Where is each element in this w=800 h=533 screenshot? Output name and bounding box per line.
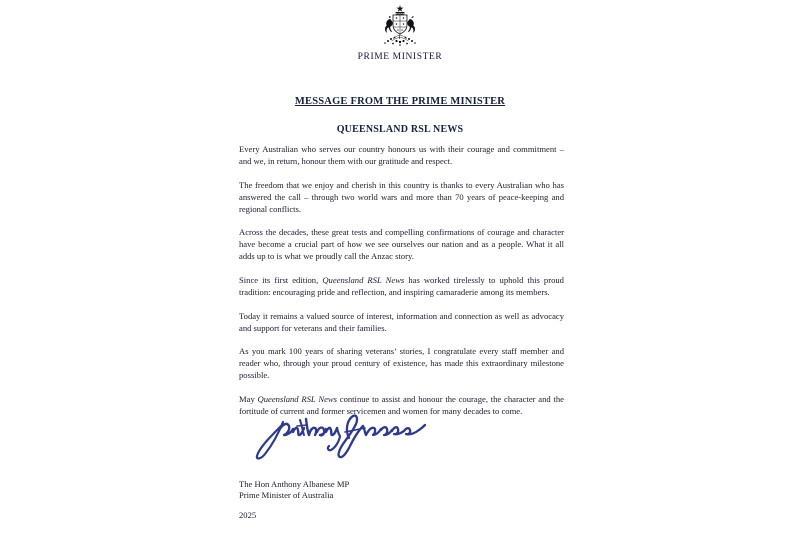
document-year: 2025 (239, 510, 257, 520)
signatory-details (239, 479, 349, 502)
page-subtitle: QUEENSLAND RSL NEWS (336, 124, 464, 135)
signatory-title: Prime Minister of Australia (239, 490, 334, 501)
paragraph (239, 274, 564, 298)
letterhead (0, 0, 800, 62)
paragraph-suffix: has worked tirelessly to uphold this proud tradition: encouraging pride and reflection, and inspiring camaraderie among its members. (239, 274, 564, 298)
paragraph: Today it remains a valued source of interest, information and connection as well as advocacy and support for veterans and their families. (239, 310, 564, 333)
paragraph: As you mark 100 years of sharing veterans’ stories, I congratulate every staff member and reader who, through your proud century of existence, has made this extraordinary milestone possible. (239, 346, 564, 381)
paragraph-prefix: May (239, 393, 258, 404)
paragraph: The freedom that we enjoy and cherish in this country is thanks to every Australian who has answered the call – through two world wars and more than 70 years of peace-keeping and regional conflicts. (239, 179, 564, 214)
publication-title: Queensland RSL News (257, 393, 337, 404)
paragraph: Across the decades, these great tests and compelling confirmations of courage and character have become a crucial part of how we see ourselves our nation and as a people. What it all adds up to is what we proudly call the Anzac story. (239, 227, 564, 262)
letter-body (239, 143, 564, 428)
paragraph: Every Australian who serves our country honours us with their courage and commitment – and we, in return, honour them with our gratitude and respect. (239, 144, 564, 167)
paragraph-prefix: Since its first edition, (239, 274, 323, 285)
page-title: MESSAGE FROM THE PRIME MINISTER (294, 96, 506, 107)
paragraph-suffix: continue to assist and honour the courage, the character and the fortitude of current and former servicemen and women for many decades to come. (239, 393, 564, 416)
signatory-name: The Hon Anthony Albanese MP (239, 479, 350, 489)
signature-block (239, 404, 564, 462)
letterhead-caption: PRIME MINISTER (357, 52, 443, 62)
publication-title: Queensland RSL News (322, 274, 405, 285)
australian-coat-of-arms-icon (373, 4, 427, 48)
handwritten-signature (253, 404, 433, 462)
